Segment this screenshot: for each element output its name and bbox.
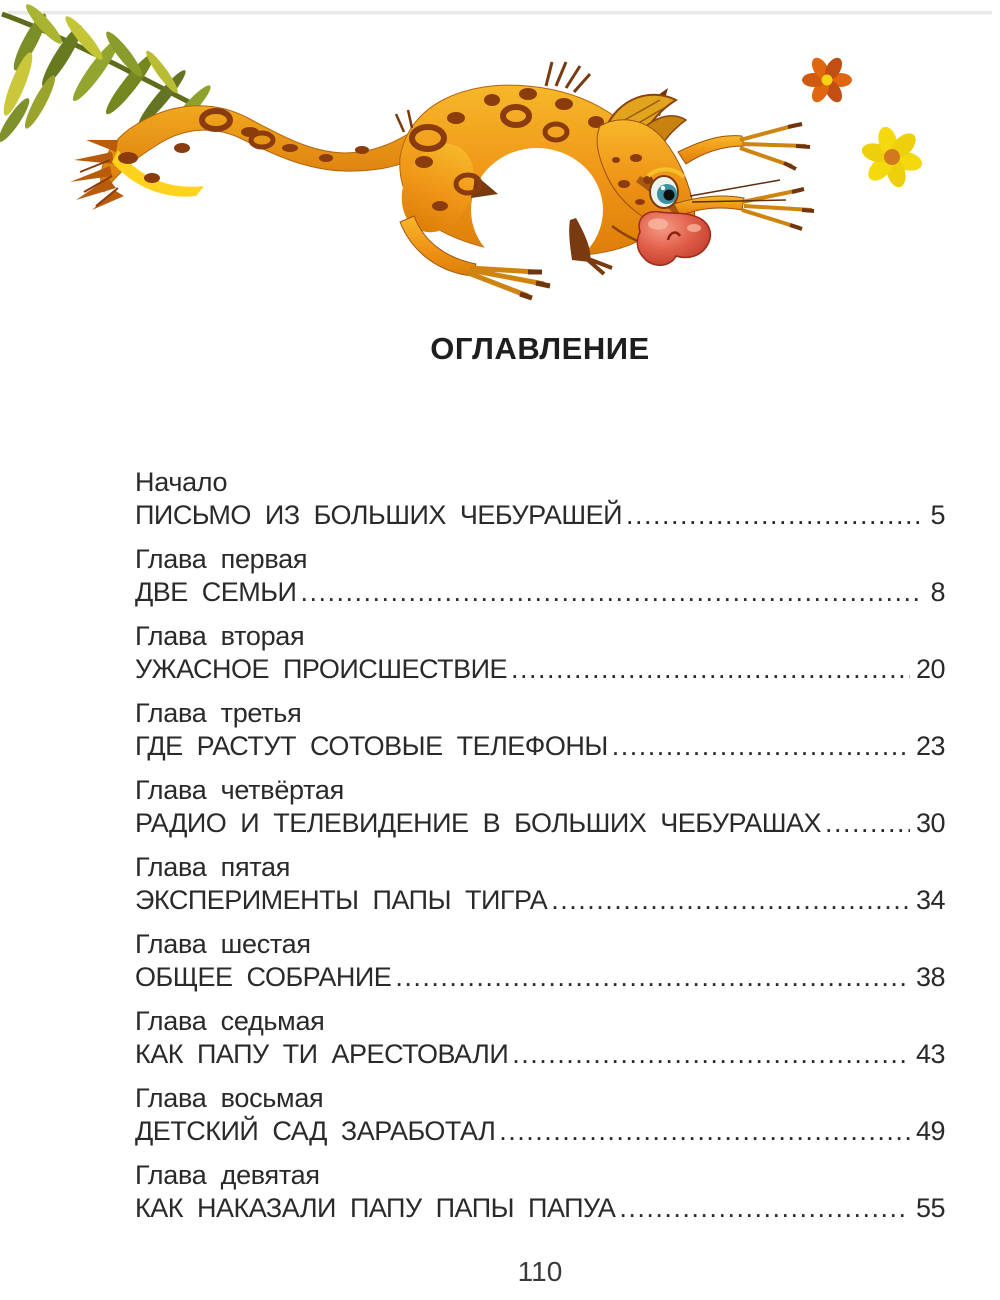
orange-flower-icon [802,55,852,105]
entry-label: Глава пятая [135,852,291,882]
entry-title: ГДЕ РАСТУТ СОТОВЫЕ ТЕЛЕФОНЫ [135,731,608,761]
dot-leader [626,499,924,532]
entry-row [135,1192,945,1225]
dot-leader [825,807,910,840]
entry-page: 30 [915,808,945,838]
entry-label: Глава первая [135,544,308,574]
folio-page-number: 110 [517,1256,563,1287]
entry-title: УЖАСНОЕ ПРОИСШЕСТВИЕ [135,654,508,684]
entry-page: 20 [915,654,945,684]
entry-page: 49 [915,1116,945,1146]
toc-entry [135,466,945,532]
scan-artifact-line [8,11,992,15]
entry-title: РАДИО И ТЕЛЕВИДЕНИЕ В БОЛЬШИХ ЧЕБУРАШАХ [135,808,822,838]
entry-label: Глава девятая [135,1160,320,1190]
entry-title: ЭКСПЕРИМЕНТЫ ПАПЫ ТИГРА [135,885,548,915]
toc-entry [135,1082,945,1148]
entry-label: Глава четвёртая [135,775,344,805]
entry-page: 38 [915,962,945,992]
entry-title: ПИСЬМО ИЗ БОЛЬШИХ ЧЕБУРАШЕЙ [135,500,622,530]
entry-label: Глава восьмая [135,1083,324,1113]
entry-row [135,884,945,917]
entry-page: 55 [915,1193,945,1223]
dot-leader [511,653,910,686]
entry-row [135,576,945,609]
creature-tail [70,106,430,210]
entry-row [135,1115,945,1148]
entry-row [135,961,945,994]
entry-title: ДВЕ СЕМЬИ [135,577,297,607]
entry-label: Глава третья [135,698,302,728]
entry-row [135,730,945,763]
entry-title: КАК ПАПУ ТИ АРЕСТОВАЛИ [135,1039,509,1069]
entry-label: Глава седьмая [135,1006,325,1036]
dot-leader [499,1115,910,1148]
entry-label: Начало [135,467,228,497]
toc-entry [135,1159,945,1225]
entry-title: ДЕТСКИЙ САД ЗАРАБОТАЛ [135,1116,496,1146]
entry-label: Глава вторая [135,621,305,651]
dot-leader [395,961,910,994]
toc-entry [135,697,945,763]
entry-page: 5 [930,500,945,530]
entry-title: ОБЩЕЕ СОБРАНИЕ [135,962,392,992]
toc-entry [135,620,945,686]
entry-page: 43 [915,1039,945,1069]
header-illustration [0,0,1000,310]
entry-row [135,499,945,532]
page-title: ОГЛАВЛЕНИЕ [430,331,650,366]
toc-entry [135,543,945,609]
entry-row [135,653,945,686]
entry-row [135,807,945,840]
dot-leader [612,730,910,763]
entry-label: Глава шестая [135,929,311,959]
entry-row [135,1038,945,1071]
toc-entry [135,774,945,840]
entry-page: 23 [915,731,945,761]
dot-leader [619,1192,910,1225]
entry-title: КАК НАКАЗАЛИ ПАПУ ПАПЫ ПАПУА [135,1193,616,1223]
toc-entry [135,851,945,917]
toc-entry [135,928,945,994]
entry-page: 34 [915,885,945,915]
toc-entry [135,1005,945,1071]
dot-leader [300,576,924,609]
dot-leader [512,1038,910,1071]
yellow-flower-icon [854,119,930,196]
creature-nose [637,212,710,266]
entry-page: 8 [930,577,945,607]
creature-hind-toes [466,268,550,298]
dot-leader [551,884,910,917]
toc-list [135,466,945,1236]
